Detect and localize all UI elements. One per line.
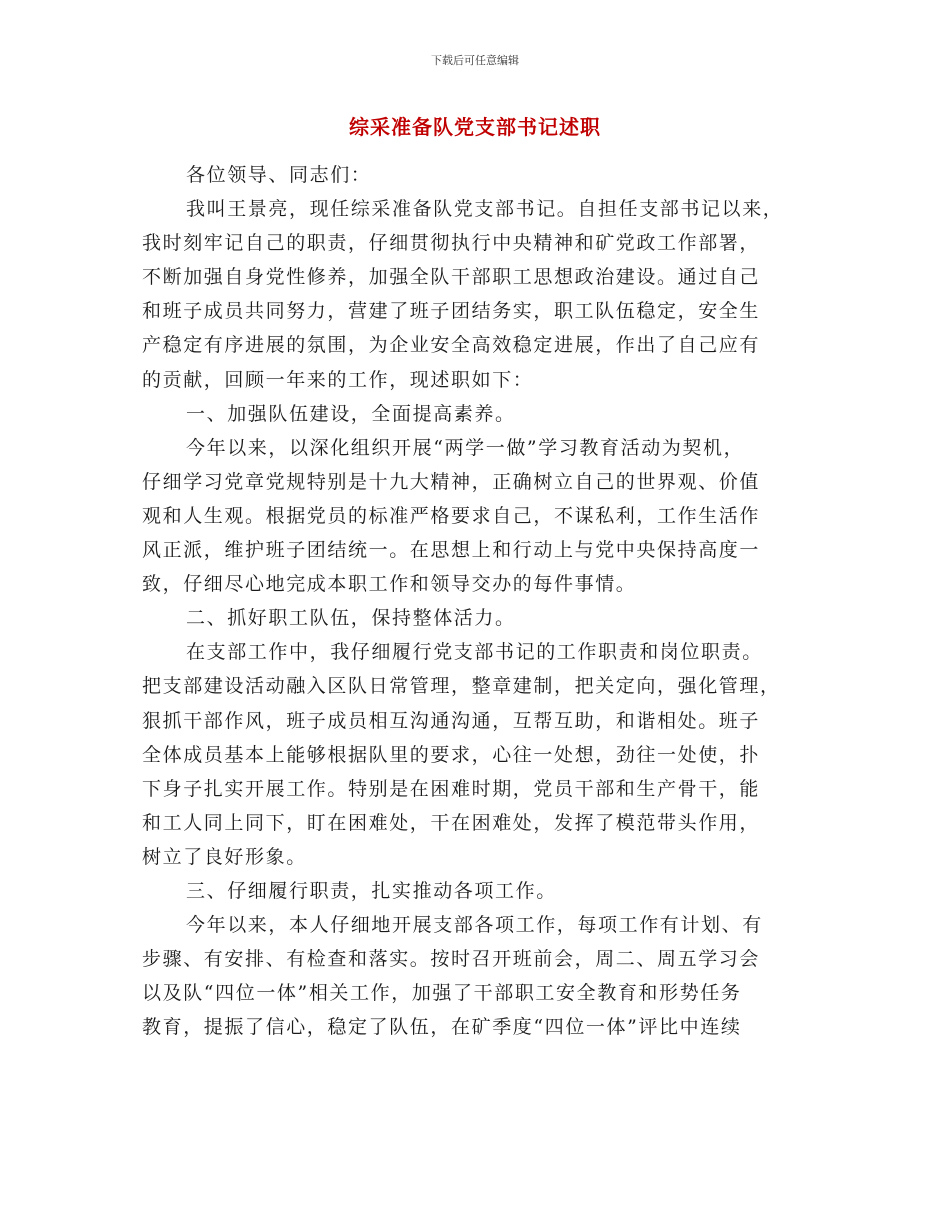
body-line: 在支部工作中，我仔细履行党支部书记的工作职责和岗位职责。 xyxy=(186,641,763,664)
body-line: 下身子扎实开展工作。特别是在困难时期，党员干部和生产骨干，能 xyxy=(142,777,761,800)
body-line: 三、仔细履行职责，扎实推动各项工作。 xyxy=(186,879,557,902)
body-line: 各位领导、同志们： xyxy=(186,164,372,186)
header-note: 下载后可任意编辑 xyxy=(431,54,519,67)
body-line: 我时刻牢记自己的职责，仔细贯彻执行中央精神和矿党政工作部署， xyxy=(142,232,761,255)
body-line: 产稳定有序进展的氛围，为企业安全高效稳定进展，作出了自己应有 xyxy=(142,334,761,357)
body-line: 树立了良好形象。 xyxy=(142,845,307,868)
document-body xyxy=(142,158,802,1044)
body-line: 风正派，维护班子团结统一。在思想上和行动上与党中央保持高度一 xyxy=(142,539,761,562)
body-line: 教育，提振了信心，稳定了队伍，在矿季度“四位一体”评比中连续 xyxy=(142,1016,742,1039)
body-line: 一、加强队伍建设，全面提高素养。 xyxy=(186,402,516,425)
body-line: 观和人生观。根据党员的标准严格要求自己，不谋私利，工作生活作 xyxy=(142,504,761,527)
document-title: 综采准备队党支部书记述职 xyxy=(349,115,601,139)
body-line: 把支部建设活动融入区队日常管理，整章建制，把关定向，强化管理， xyxy=(142,675,781,698)
body-line: 仔细学习党章党规特别是十九大精神，正确树立自己的世界观、价值 xyxy=(142,470,761,493)
body-line: 步骤、有安排、有检查和落实。按时召开班前会，周二、周五学习会 xyxy=(142,948,761,971)
body-line: 和班子成员共同努力，营建了班子团结务实，职工队伍稳定，安全生 xyxy=(142,300,761,323)
body-line: 全体成员基本上能够根据队里的要求，心往一处想，劲往一处使，扑 xyxy=(142,743,761,766)
body-line: 的贡献，回顾一年来的工作，现述职如下： xyxy=(142,368,534,391)
body-line: 以及队“四位一体”相关工作，加强了干部职工安全教育和形势任务 xyxy=(142,982,742,1005)
body-line: 我叫王景亮，现任综采准备队党支部书记。自担任支部书记以来， xyxy=(186,198,784,221)
body-line: 不断加强自身党性修养，加强全队干部职工思想政治建设。通过自己 xyxy=(142,266,761,289)
body-line: 致，仔细尽心地完成本职工作和领导交办的每件事情。 xyxy=(142,573,637,596)
body-line: 狠抓干部作风，班子成员相互沟通沟通，互帮互助，和谐相处。班子 xyxy=(142,709,761,732)
body-line: 今年以来，以深化组织开展“两学一做”学习教育活动为契机， xyxy=(186,436,745,459)
body-line: 和工人同上同下，盯在困难处，干在困难处，发挥了模范带头作用， xyxy=(142,811,761,834)
body-line: 今年以来，本人仔细地开展支部各项工作，每项工作有计划、有 xyxy=(186,914,763,937)
body-line: 二、抓好职工队伍，保持整体活力。 xyxy=(186,607,516,630)
